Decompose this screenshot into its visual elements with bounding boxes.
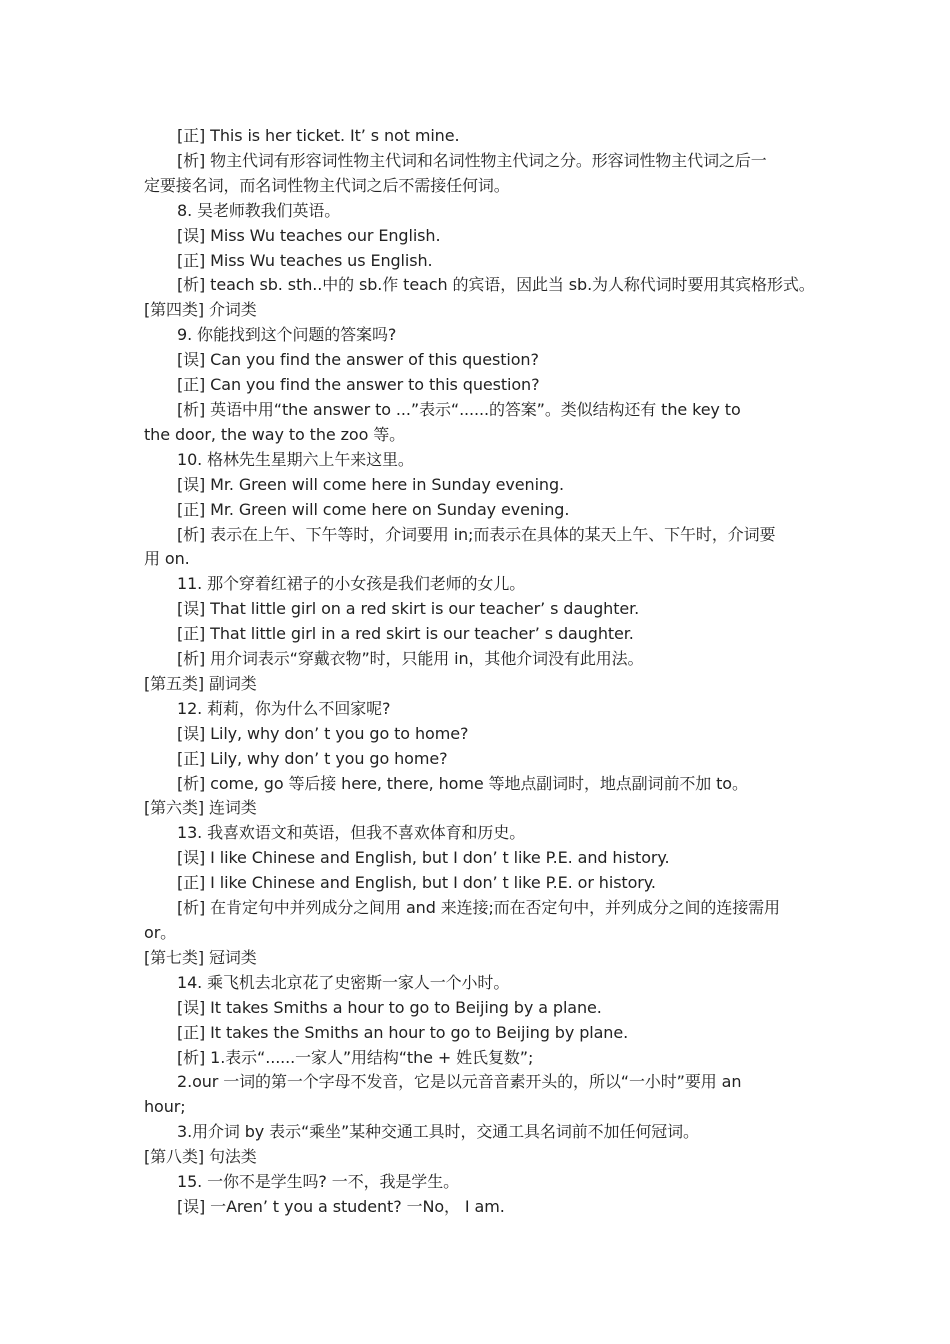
text-line: [第八类] 句法类: [144, 1147, 257, 1167]
text-line: [析] 在肯定句中并列成分之间用 and 来连接;而在否定句中，并列成分之间的连接需用: [177, 898, 780, 918]
text-line: 11. 那个穿着红裙子的小女孩是我们老师的女儿。: [177, 574, 526, 594]
text-line: [误] That little girl on a red skirt is our teacher’ s daughter.: [177, 599, 640, 619]
text-line: [正] That little girl in a red skirt is our teacher’ s daughter.: [177, 624, 634, 644]
text-line: [析] 表示在上午、下午等时，介词要用 in;而表示在具体的某天上午、下午时，介词要: [177, 524, 776, 544]
text-line: [误] Mr. Green will come here in Sunday evening.: [177, 474, 564, 494]
text-line: [析] 英语中用“the answer to ...”表示“......的答案”。类似结构还有 the key to: [177, 399, 741, 419]
text-line: [正] Lily, why don’ t you go home?: [177, 748, 448, 768]
text-line: [第五类] 副词类: [144, 673, 257, 693]
text-line: [正] This is her ticket. It’ s not mine.: [177, 126, 460, 145]
text-line: [析] 1.表示“......一家人”用结构“the + 姓氏复数”;: [177, 1047, 534, 1067]
text-line: hour;: [144, 1097, 186, 1117]
text-line: 12. 莉莉，你为什么不回家呢?: [177, 698, 391, 718]
text-line: [正] I like Chinese and English, but I don’ t like P.E. or history.: [177, 873, 656, 893]
text-line: [误] Lily, why don’ t you go to home?: [177, 723, 469, 743]
text-line: 3.用介词 by 表示“乘坐”某种交通工具时，交通工具名词前不加任何冠词。: [177, 1122, 699, 1142]
text-line: [正] Mr. Green will come here on Sunday evening.: [177, 499, 570, 519]
text-line: [误] 一Aren’ t you a student? 一No， I am.: [177, 1196, 505, 1216]
text-line: [第四类] 介词类: [144, 300, 257, 320]
text-line: 15. 一你不是学生吗? 一不，我是学生。: [177, 1172, 460, 1192]
text-line: 13. 我喜欢语文和英语，但我不喜欢体育和历史。: [177, 823, 526, 843]
text-line: [正] It takes the Smiths an hour to go to Beijing by plane.: [177, 1022, 629, 1042]
text-line: 用 on.: [144, 549, 190, 569]
text-line: [误] I like Chinese and English, but I don’ t like P.E. and history.: [177, 848, 670, 868]
text-line: 14. 乘飞机去北京花了史密斯一家人一个小时。: [177, 972, 510, 992]
text-line: 8. 吴老师教我们英语。: [177, 200, 341, 220]
text-line: [析] 物主代词有形容词性物主代词和名词性物主代词之分。形容词性物主代词之后一: [177, 150, 767, 170]
text-line: [正] Can you find the answer to this question?: [177, 375, 540, 395]
text-line: [误] Can you find the answer of this question?: [177, 350, 539, 370]
text-line: [析] 用介词表示“穿戴衣物”时，只能用 in，其他介词没有此用法。: [177, 649, 644, 669]
text-line: 2.our 一词的第一个字母不发音，它是以元音音素开头的，所以“一小时”要用 an: [177, 1072, 742, 1092]
text-line: [误] Miss Wu teaches our English.: [177, 225, 441, 245]
text-line: or。: [144, 923, 177, 942]
text-line: the door, the way to the zoo 等。: [144, 424, 406, 444]
text-line: 9. 你能找到这个问题的答案吗?: [177, 325, 397, 345]
text-line: [误] It takes Smiths a hour to go to Beijing by a plane.: [177, 997, 602, 1017]
text-line: 10. 格林先生星期六上午来这里。: [177, 449, 414, 469]
text-line: [析] come, go 等后接 here, there, home 等地点副词时，地点副词前不加 to。: [177, 773, 748, 793]
text-line: [第六类] 连词类: [144, 798, 257, 818]
text-line: [第七类] 冠词类: [144, 947, 257, 967]
text-line: 定要接名词，而名词性物主代词之后不需接任何词。: [144, 175, 510, 195]
text-line: [正] Miss Wu teaches us English.: [177, 250, 433, 270]
text-line: [析] teach sb. sth..中的 sb.作 teach 的宾语，因此当 sb.为人称代词时要用其宾格形式。: [177, 275, 815, 295]
document-body: [144, 124, 820, 1220]
